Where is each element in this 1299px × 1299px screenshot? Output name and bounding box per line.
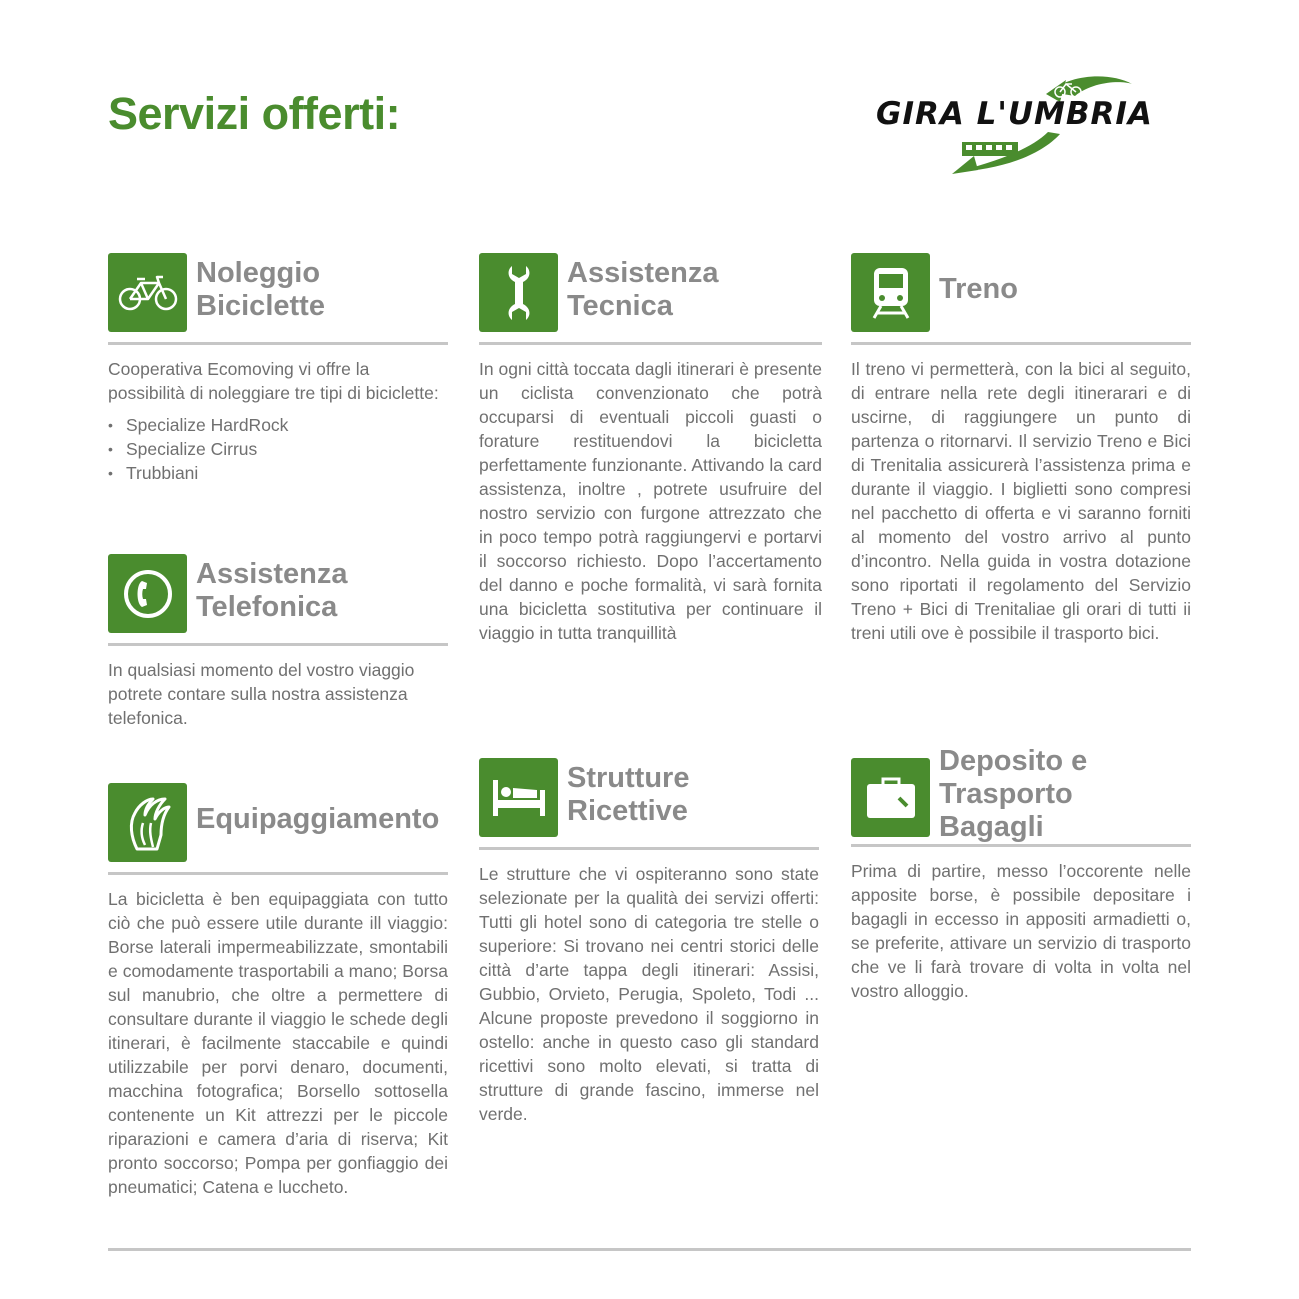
bike-types-list	[108, 413, 448, 485]
section-deposito-bagagli	[851, 745, 1191, 1003]
section-assistenza-tecnica	[479, 253, 822, 645]
section-title: Treno	[939, 273, 1018, 305]
section-assistenza-telefonica	[108, 554, 448, 730]
bed-icon	[479, 758, 558, 837]
section-strutture-ricettive	[479, 758, 819, 1126]
section-text: Cooperativa Ecomoving vi offre la possibilità di noleggiare tre tipi di biciclette:	[108, 359, 439, 403]
phone-icon	[108, 554, 187, 633]
bicycle-icon	[108, 253, 187, 332]
train-icon	[851, 253, 930, 332]
wrench-icon	[479, 253, 558, 332]
list-item: • Trubbiani	[108, 461, 448, 485]
section-text: Le strutture che vi ospiteranno sono state selezionate per la qualità dei servizi offerti: Tutti gli hotel sono di categoria tre stelle o superiore: Si trovano nei centri storici delle città d’arte tappa degli itinerari: Assisi, Gubbio, Orvieto, Perugia, Spoleto, Todi ... Alcune proposte prevedono il soggiorno in ostello: anche in questo caso gli standard ricettivi sono molto elevati, si tratta di strutture di grande fascino, immerse nel verde.	[479, 864, 819, 1124]
section-divider	[851, 342, 1191, 345]
section-divider	[479, 342, 822, 345]
section-divider	[108, 643, 448, 646]
section-title: Noleggio Biciclette	[196, 257, 325, 322]
section-title: Deposito e Trasporto Bagagli	[939, 745, 1088, 843]
logo-text: GIRA L'UMBRIA	[876, 96, 1153, 132]
glove-icon	[108, 783, 187, 862]
section-text: In ogni città toccata dagli itinerari è presente un ciclista convenzionato che potrà occuparsi di eventuali piccoli guasti o forature restituendovi la bicicletta perfettamente funzionante. Attivando la card assistenza, inoltre , potrete usufruire del nostro servizio con furgone attrezzato che in poco tempo potrà raggiungervi e portarvi il soccorso richiesto. Dopo l’accertamento del danno e poche formalità, vi sarà fornita una bicicletta sostitutiva per continuare il viaggio in tutta tranquillità	[479, 359, 822, 643]
list-item: • Specialize HardRock	[108, 413, 448, 437]
section-text: Il treno vi permetterà, con la bici al seguito, di entrare nella rete degli itinerarari e di uscirne, di raggiungere un punto di partenza o ritornarvi. Il servizio Treno e Bici di Trenitalia assicurerà l’assistenza prima e durante il viaggio. I biglietti sono compresi nel pacchetto di offerta e vi saranno forniti al momento del vostro arrivo al punto d’incontro. Nella guida in vostra dotazione sono riportati il regolamento del Servizio Treno + Bici di Trenitaliae gli orari di tutti ii treni utili ove è possibile il trasporto bici.	[851, 359, 1191, 643]
section-divider	[108, 872, 448, 875]
section-title: Assistenza Tecnica	[567, 257, 719, 322]
section-title: Equipaggiamento	[196, 803, 440, 835]
section-text: La bicicletta è ben equipaggiata con tutto ciò che può essere utile durante ill viaggio: Borse laterali impermeabilizzate, smontabili e comodamente trasportabili a mano; Borsa sul manubrio, che oltre a permettere di consultare durante il viaggio le schede degli itinerari, è facilmente staccabile e quindi utilizzabile per porvi denaro, documenti, macchina fotografica; Borsello sottosella contenente un Kit attrezzi per le piccole riparazioni e camera d’aria di riserva; Kit pronto soccorso; Pompa per gonfiaggio dei pneumatici; Catena e luccheto.	[108, 889, 448, 1197]
section-equipaggiamento	[108, 783, 448, 1199]
section-title: Assistenza Telefonica	[196, 558, 348, 623]
section-divider	[851, 844, 1191, 847]
page-title: Servizi offerti:	[108, 88, 401, 139]
section-title: Strutture Ricettive	[567, 762, 690, 827]
section-text: Prima di partire, messo l’occorente nelle apposite borse, è possibile depositare i bagagli in eccesso in appositi armadietti o, se preferite, attivare un servizio di trasporto che ve li farà trovare di volta in volta nel vostro alloggio.	[851, 861, 1191, 1001]
section-treno	[851, 253, 1191, 645]
gira-umbria-logo	[870, 72, 1190, 176]
section-text: In qualsiasi momento del vostro viaggio potrete contare sulla nostra assistenza telefonica.	[108, 660, 415, 728]
list-item: • Specialize Cirrus	[108, 437, 448, 461]
section-divider	[479, 847, 819, 850]
section-divider	[108, 342, 448, 345]
suitcase-icon	[851, 758, 930, 837]
bottom-divider	[108, 1248, 1191, 1251]
section-noleggio-biciclette	[108, 253, 448, 485]
